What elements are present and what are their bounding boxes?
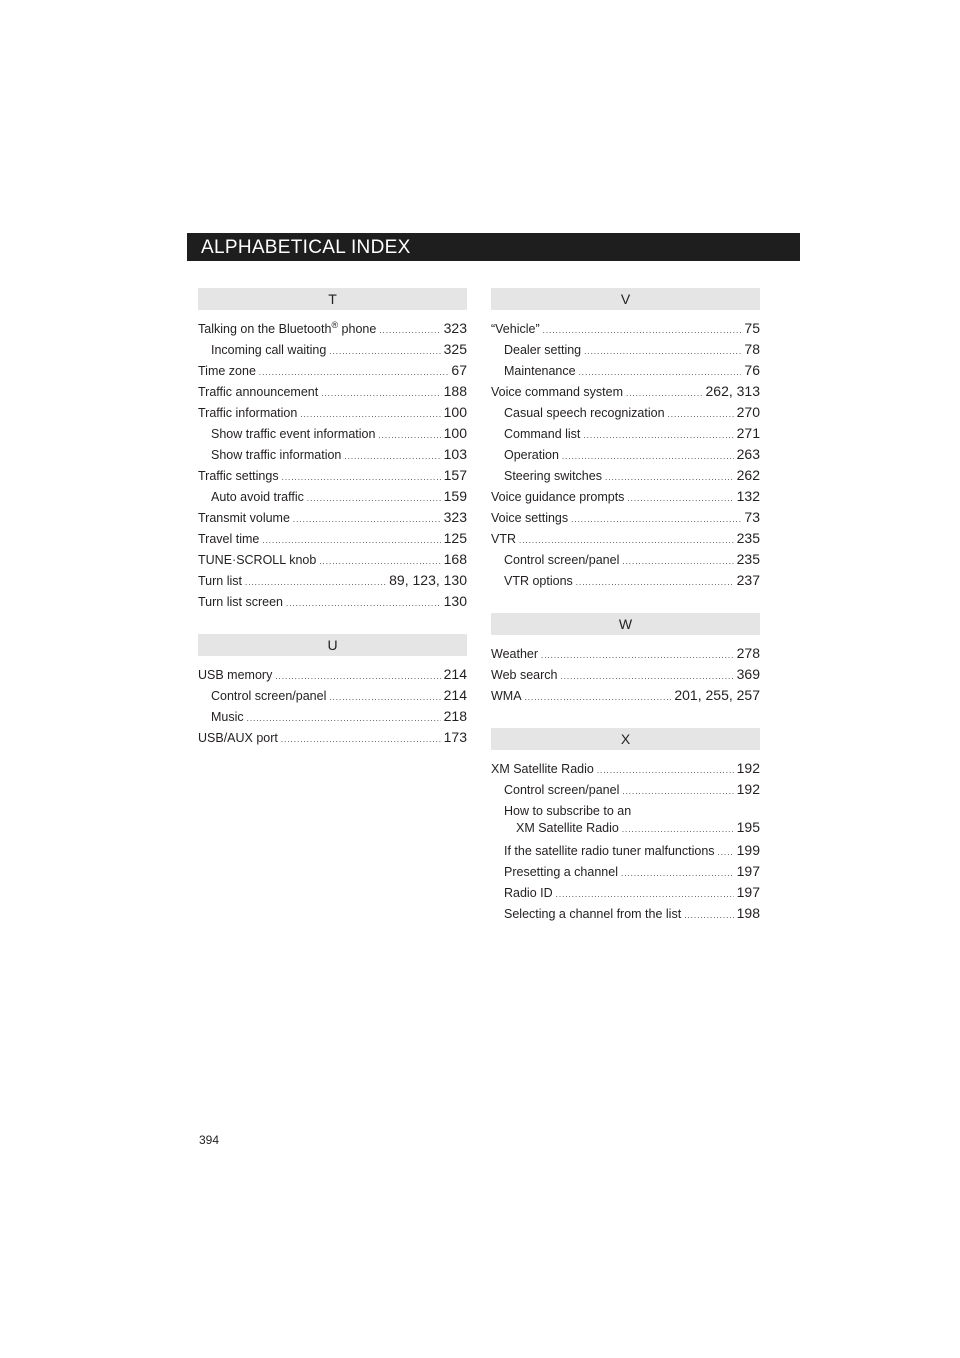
registered-mark: ® xyxy=(331,319,339,330)
index-entry-text: XM Satellite Radio xyxy=(491,762,594,776)
index-entry-text: Transmit volume xyxy=(198,511,290,525)
index-entry-label xyxy=(198,571,242,592)
index-entry[interactable] xyxy=(198,423,467,444)
index-entry-page[interactable]: 188 xyxy=(443,383,467,399)
index-entry-text: Web search xyxy=(491,668,558,682)
dot-leader xyxy=(621,863,734,884)
index-entry-label xyxy=(198,382,318,403)
index-entry[interactable] xyxy=(198,444,467,465)
index-entry-text: Radio ID xyxy=(504,886,553,900)
dot-leader xyxy=(300,404,440,425)
index-entry[interactable] xyxy=(198,549,467,570)
index-entry-text: Traffic settings xyxy=(198,469,279,483)
dot-leader xyxy=(583,425,733,446)
dot-leader xyxy=(622,551,733,572)
dot-leader xyxy=(293,509,441,530)
index-entry-label xyxy=(491,665,557,686)
index-entry-text: TUNE·SCROLL knob xyxy=(198,553,317,567)
index-entry[interactable] xyxy=(198,685,467,706)
index-entry-label xyxy=(491,644,538,665)
index-entry-page[interactable]: 130 xyxy=(443,593,467,609)
index-entry[interactable] xyxy=(198,727,467,748)
index-entry[interactable] xyxy=(198,402,467,423)
index-entry-page[interactable]: 271 xyxy=(736,425,760,441)
index-entry[interactable] xyxy=(198,339,467,360)
index-entry[interactable] xyxy=(491,685,760,706)
dot-leader xyxy=(329,341,440,362)
index-entry-label xyxy=(504,862,618,883)
index-entry-label xyxy=(491,319,540,340)
index-section xyxy=(198,634,467,748)
index-entry-label xyxy=(198,466,279,487)
index-entry-text: WMA xyxy=(491,689,522,703)
index-entry-label xyxy=(211,424,375,445)
index-entry-text: Control screen/panel xyxy=(504,553,620,567)
index-entry-page[interactable]: 235 xyxy=(736,530,760,546)
dot-leader xyxy=(321,383,440,404)
section-letter-heading: T xyxy=(198,288,467,310)
dot-leader xyxy=(541,645,734,666)
index-entry-text: Talking on the Bluetooth xyxy=(198,322,332,336)
dot-leader xyxy=(560,666,733,687)
index-entry[interactable] xyxy=(491,381,760,402)
index-entry-text: Presetting a channel xyxy=(504,865,618,879)
index-entry[interactable] xyxy=(198,528,467,549)
index-entry-text: USB memory xyxy=(198,668,273,682)
dot-leader xyxy=(379,320,440,341)
index-entry[interactable] xyxy=(491,664,760,685)
index-column-left xyxy=(198,288,467,770)
index-entry-page[interactable]: 214 xyxy=(443,687,467,703)
dot-leader xyxy=(718,842,734,863)
index-entry-label xyxy=(211,445,341,466)
index-entry-text: If the satellite radio tuner malfunctions xyxy=(504,844,715,858)
index-entry-page[interactable]: 218 xyxy=(443,708,467,724)
index-entry-text: VTR options xyxy=(504,574,573,588)
index-entry-page[interactable]: 199 xyxy=(736,842,760,858)
index-entry-page[interactable]: 173 xyxy=(443,729,467,745)
index-entry-label xyxy=(491,759,594,780)
dot-leader xyxy=(571,509,741,530)
index-entry-label xyxy=(504,403,665,424)
index-entry[interactable] xyxy=(198,507,467,528)
index-entry-label xyxy=(504,550,619,571)
index-entry-label xyxy=(198,361,256,382)
index-entry[interactable] xyxy=(491,360,760,381)
index-entry[interactable] xyxy=(198,591,467,612)
dot-leader xyxy=(262,530,440,551)
index-entry-page[interactable]: 214 xyxy=(443,666,467,682)
index-entry-text: Show traffic information xyxy=(211,448,342,462)
index-entry-page[interactable]: 262 xyxy=(736,467,760,483)
dot-leader xyxy=(605,467,734,488)
dot-leader xyxy=(281,729,441,750)
index-entry-label xyxy=(491,487,624,508)
index-entry-page[interactable]: 103 xyxy=(443,446,467,462)
index-entry-label xyxy=(211,340,326,361)
index-entry-page[interactable]: 159 xyxy=(443,488,467,504)
section-letter-heading: W xyxy=(491,613,760,635)
index-entry-text: Weather xyxy=(491,647,539,661)
index-entry[interactable] xyxy=(491,779,760,800)
index-entry-label xyxy=(504,883,553,904)
index-entry-label xyxy=(198,728,278,749)
index-section xyxy=(491,288,760,591)
header-bar xyxy=(187,233,800,261)
index-entry-label-continued: XM Satellite Radio xyxy=(516,821,619,835)
index-entry-page[interactable]: 323 xyxy=(443,320,467,336)
index-entry-text: Voice settings xyxy=(491,511,569,525)
index-entry-page[interactable]: 262, 313 xyxy=(705,383,760,399)
index-entry-text: Traffic information xyxy=(198,406,298,420)
index-entry-page[interactable]: 73 xyxy=(744,509,760,525)
index-entry-page[interactable]: 100 xyxy=(443,404,467,420)
index-entry[interactable] xyxy=(491,861,760,882)
index-entry-label xyxy=(198,592,283,613)
index-section xyxy=(198,288,467,612)
dot-leader xyxy=(307,488,441,509)
index-entry[interactable] xyxy=(491,800,760,840)
index-entry-label xyxy=(504,780,619,801)
index-entry-text: Turn list screen xyxy=(198,595,283,609)
index-entry-label xyxy=(211,686,326,707)
index-entry-page[interactable]: 278 xyxy=(736,645,760,661)
dot-leader xyxy=(319,551,440,572)
dot-leader xyxy=(329,687,440,708)
index-entry-label xyxy=(491,686,522,707)
dot-leader xyxy=(626,383,703,404)
index-entry-page[interactable]: 192 xyxy=(736,781,760,797)
index-entry-text: “Vehicle” xyxy=(491,322,540,336)
index-entry[interactable] xyxy=(491,758,760,779)
index-entry-text: Control screen/panel xyxy=(211,689,327,703)
dot-leader xyxy=(556,884,734,905)
dot-leader xyxy=(579,362,742,383)
dot-leader xyxy=(562,446,734,467)
index-entry[interactable] xyxy=(491,318,760,339)
index-entry-text: USB/AUX port xyxy=(198,731,278,745)
index-entry-page[interactable]: 197 xyxy=(736,884,760,900)
dot-leader xyxy=(275,666,440,687)
index-entry[interactable] xyxy=(491,465,760,486)
dot-leader xyxy=(378,425,440,446)
index-entry-text: Voice guidance prompts xyxy=(491,490,625,504)
dot-leader xyxy=(597,760,734,781)
page-number: 394 xyxy=(199,1133,220,1147)
index-entry[interactable] xyxy=(198,465,467,486)
index-section xyxy=(491,728,760,924)
index-entry[interactable] xyxy=(198,486,467,507)
index-entry-text: Dealer setting xyxy=(504,343,582,357)
index-entry-label xyxy=(198,319,376,340)
index-entry[interactable] xyxy=(491,339,760,360)
index-entry-text: Control screen/panel xyxy=(504,783,620,797)
index-column-right xyxy=(491,288,760,946)
index-entry[interactable] xyxy=(491,528,760,549)
dot-leader xyxy=(282,467,441,488)
dot-leader xyxy=(684,905,733,926)
index-entry-label xyxy=(211,707,244,728)
index-entry-label xyxy=(491,382,623,403)
index-entry[interactable] xyxy=(491,423,760,444)
dot-leader xyxy=(668,404,734,425)
index-entry-label xyxy=(491,508,568,529)
index-entry-page[interactable]: 198 xyxy=(736,905,760,921)
index-entry[interactable] xyxy=(198,318,467,339)
dot-leader xyxy=(622,822,734,838)
index-entry-label xyxy=(198,508,290,529)
index-entry-page[interactable]: 201, 255, 257 xyxy=(674,687,760,703)
index-entry-label xyxy=(504,841,715,862)
index-entry-label xyxy=(504,340,581,361)
section-letter-heading: X xyxy=(491,728,760,750)
index-entry-label xyxy=(504,466,602,487)
index-entry[interactable] xyxy=(491,549,760,570)
index-entry[interactable] xyxy=(491,507,760,528)
index-entry-page[interactable]: 197 xyxy=(736,863,760,879)
dot-leader xyxy=(543,320,742,341)
index-entry[interactable] xyxy=(491,882,760,903)
index-entry[interactable] xyxy=(491,840,760,861)
index-entry-label xyxy=(198,403,297,424)
index-entry-text: Incoming call waiting xyxy=(211,343,327,357)
index-entry-label xyxy=(491,529,516,550)
index-entry-text: Casual speech recognization xyxy=(504,406,665,420)
dot-leader xyxy=(247,708,441,729)
index-entry[interactable] xyxy=(491,570,760,591)
index-entry-label xyxy=(198,529,259,550)
index-entry-page[interactable]: 369 xyxy=(736,666,760,682)
index-entry-page[interactable]: 89, 123, 130 xyxy=(389,572,467,588)
dot-leader xyxy=(622,781,733,802)
index-entry-page[interactable]: 168 xyxy=(443,551,467,567)
index-entry-page[interactable]: 75 xyxy=(744,320,760,336)
index-entry-text: Voice command system xyxy=(491,385,623,399)
index-entry-page[interactable]: 67 xyxy=(451,362,467,378)
index-entry-page[interactable]: 235 xyxy=(736,551,760,567)
index-entry-text: Show traffic event information xyxy=(211,427,376,441)
index-entry-label xyxy=(198,665,272,686)
dot-leader xyxy=(286,593,441,614)
index-entry-page[interactable]: 100 xyxy=(443,425,467,441)
index-section xyxy=(491,613,760,706)
index-entry-page[interactable]: 323 xyxy=(443,509,467,525)
index-entry-continuation xyxy=(504,819,760,838)
index-entry-text: Time zone xyxy=(198,364,256,378)
dot-leader xyxy=(627,488,733,509)
index-entry-text: Traffic announcement xyxy=(198,385,319,399)
index-entry-text: Maintenance xyxy=(504,364,576,378)
section-letter-heading: V xyxy=(491,288,760,310)
index-entry-page[interactable]: 76 xyxy=(744,362,760,378)
dot-leader xyxy=(584,341,741,362)
index-entry[interactable] xyxy=(491,903,760,924)
index-entry[interactable] xyxy=(198,706,467,727)
index-entry-label xyxy=(504,445,559,466)
index-entry-text: Command list xyxy=(504,427,581,441)
index-entry-text: Turn list xyxy=(198,574,242,588)
dot-leader xyxy=(525,687,672,708)
index-entry-page[interactable]: 263 xyxy=(736,446,760,462)
index-entry[interactable] xyxy=(491,402,760,423)
dot-leader xyxy=(245,572,386,593)
index-entry-page[interactable]: 157 xyxy=(443,467,467,483)
index-entry[interactable] xyxy=(491,643,760,664)
index-entry-label xyxy=(504,361,576,382)
index-entry-text: Auto avoid traffic xyxy=(211,490,304,504)
index-entry-label xyxy=(504,904,681,925)
index-entry[interactable] xyxy=(491,444,760,465)
index-entry-text: Operation xyxy=(504,448,559,462)
index-entry-text-after: phone xyxy=(338,322,377,336)
index-entry-text: VTR xyxy=(491,532,516,546)
index-entry[interactable] xyxy=(491,486,760,507)
index-entry-label xyxy=(504,571,573,592)
dot-leader xyxy=(344,446,440,467)
index-entry-page[interactable]: 125 xyxy=(443,530,467,546)
dot-leader xyxy=(576,572,734,593)
index-entry-page[interactable]: 270 xyxy=(736,404,760,420)
index-entry-text: Music xyxy=(211,710,244,724)
index-entry-page[interactable]: 192 xyxy=(736,760,760,776)
index-entry-page[interactable]: 132 xyxy=(736,488,760,504)
dot-leader xyxy=(259,362,449,383)
index-entry-label xyxy=(211,487,304,508)
index-entry-label xyxy=(504,424,580,445)
index-entry-label: How to subscribe to an xyxy=(504,804,632,818)
section-letter-heading: U xyxy=(198,634,467,656)
index-entry[interactable] xyxy=(198,664,467,685)
index-entry[interactable] xyxy=(198,570,467,591)
index-entry-text: Steering switches xyxy=(504,469,602,483)
index-entry[interactable] xyxy=(198,360,467,381)
index-entry-page[interactable]: 78 xyxy=(744,341,760,357)
index-entry-label xyxy=(198,550,316,571)
page-title: ALPHABETICAL INDEX xyxy=(201,237,411,258)
index-entry-page[interactable]: 237 xyxy=(736,572,760,588)
dot-leader xyxy=(519,530,734,551)
index-entry-text: Selecting a channel from the list xyxy=(504,907,682,921)
index-entry-page[interactable]: 195 xyxy=(736,819,760,835)
index-entry-page[interactable]: 325 xyxy=(443,341,467,357)
index-entry-text: Travel time xyxy=(198,532,260,546)
index-entry[interactable] xyxy=(198,381,467,402)
